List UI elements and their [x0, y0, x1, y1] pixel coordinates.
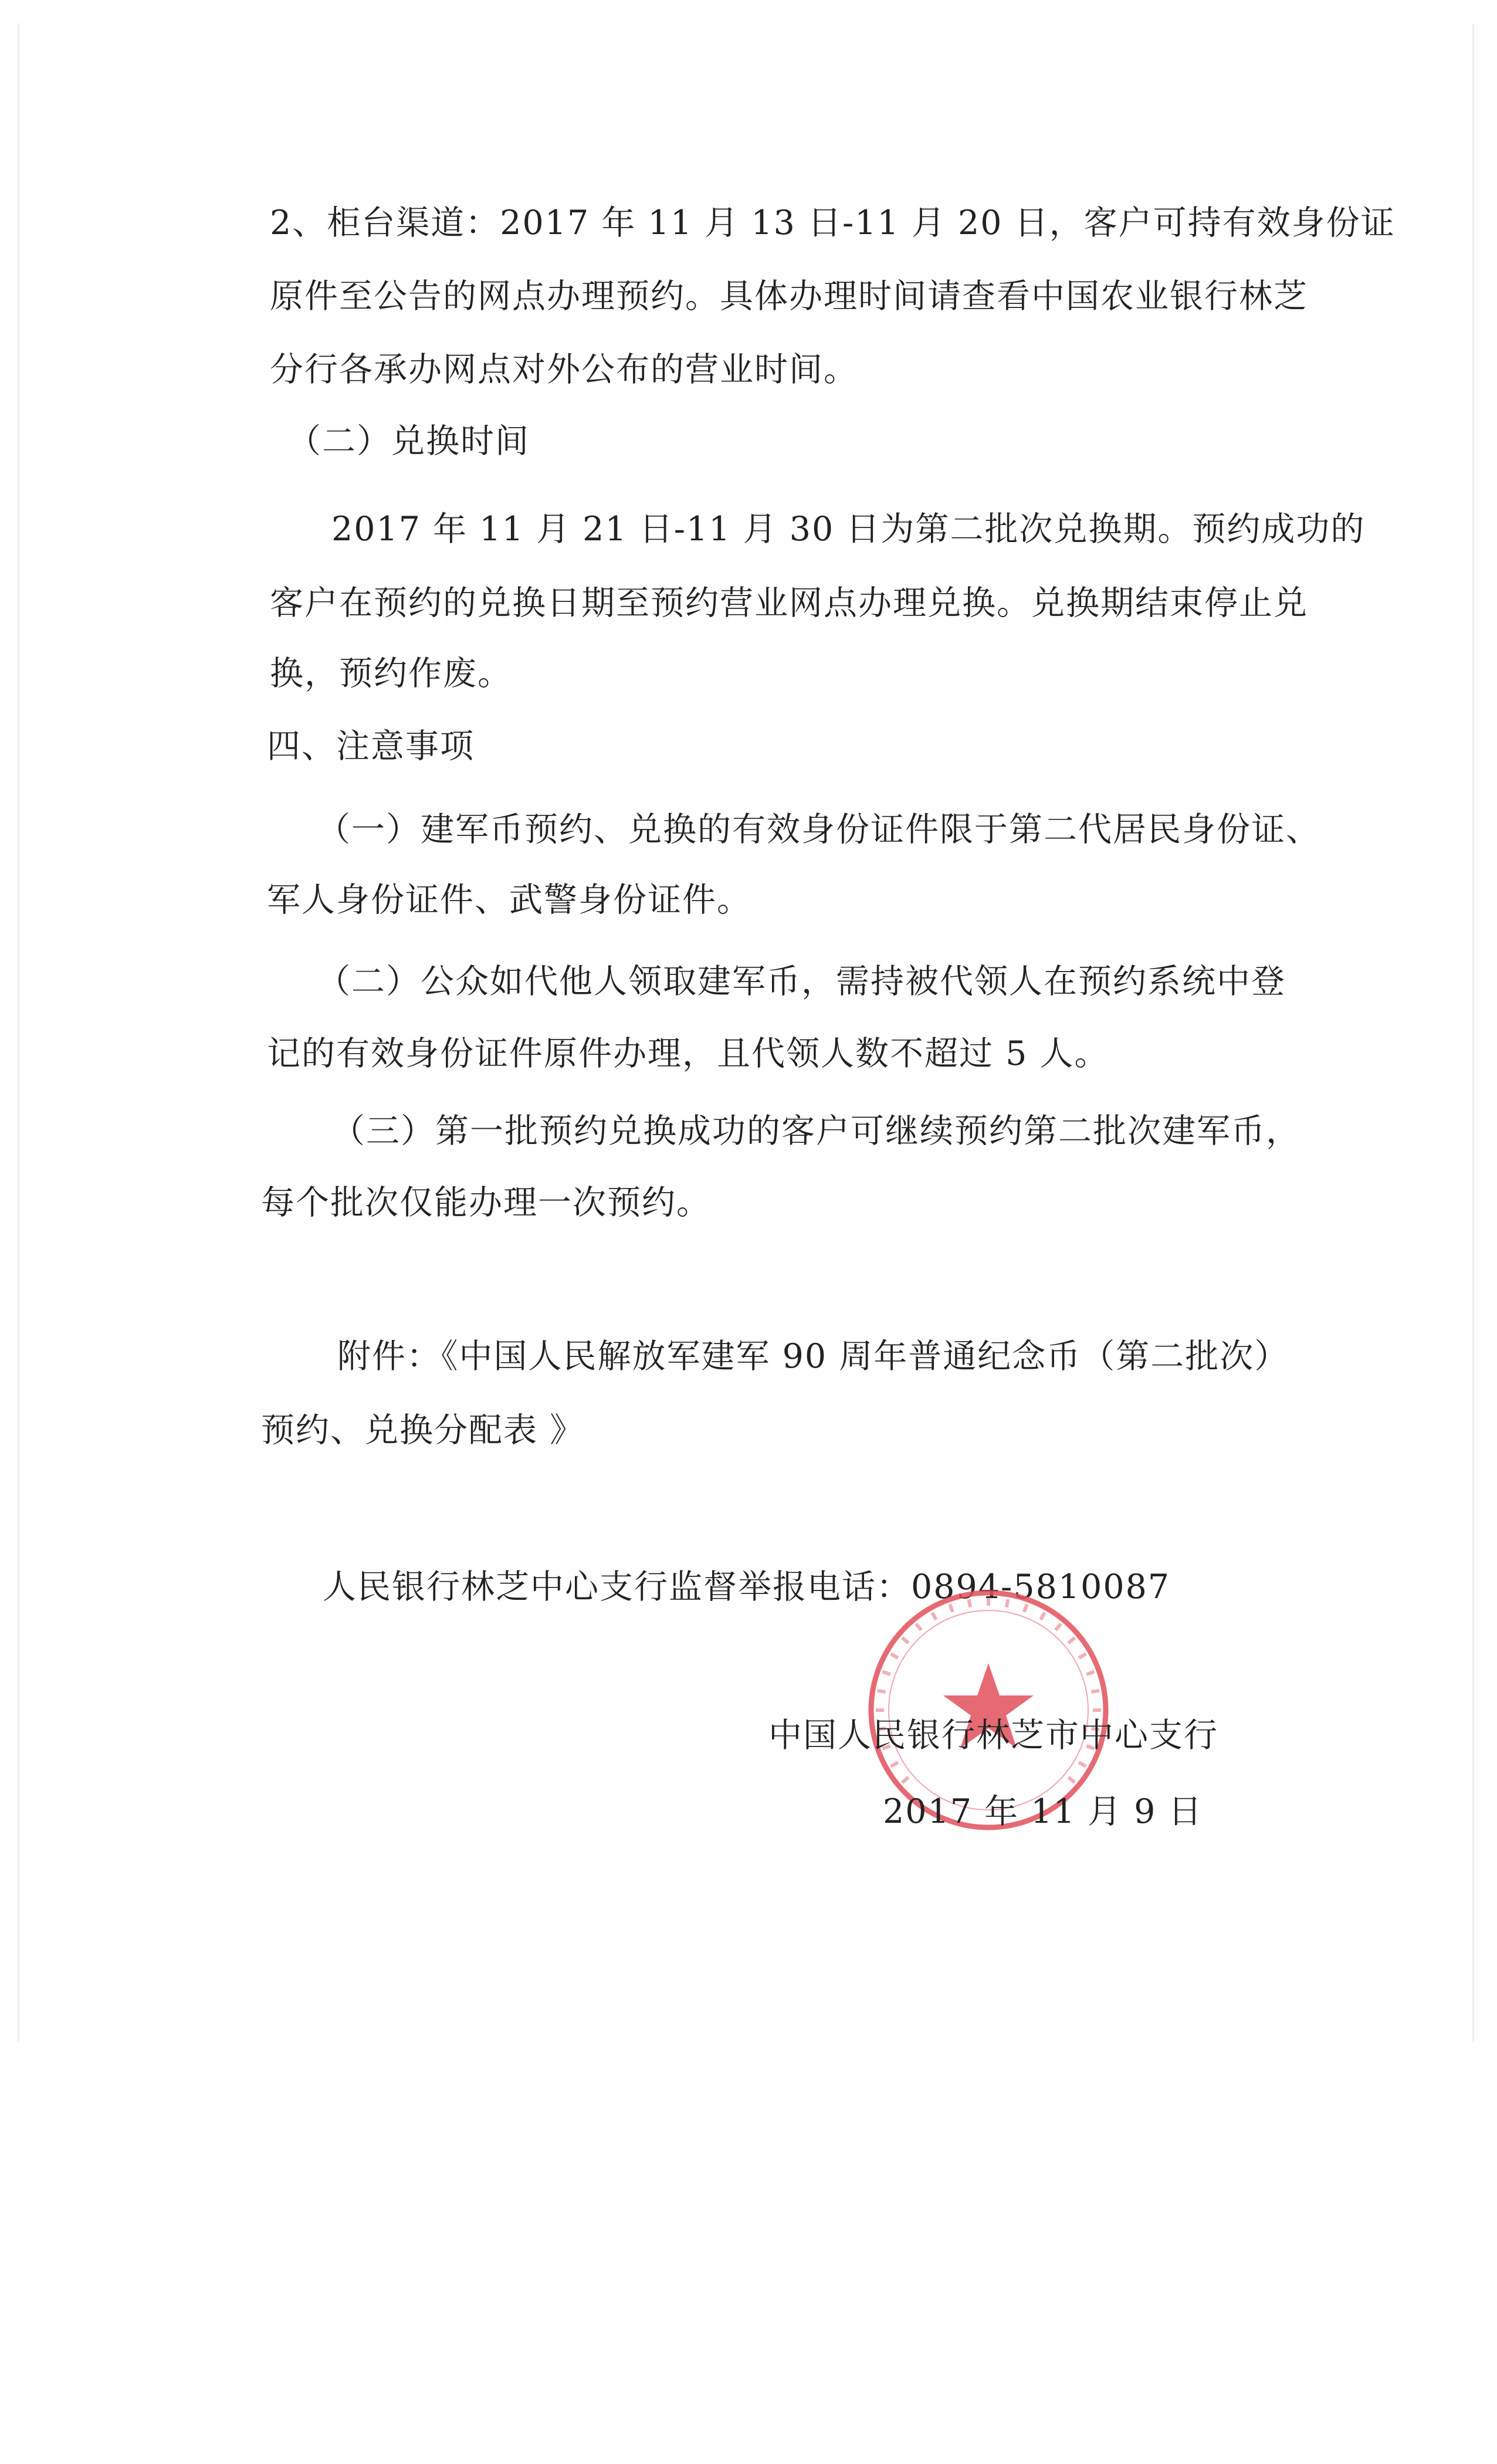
section-heading-notes: 四、注意事项	[267, 727, 475, 766]
signature-date: 2017 年 11 月 9 日	[883, 1792, 1203, 1831]
scan-edge-right	[1472, 23, 1474, 2042]
text-line-3: 分行各承办网点对外公布的营业时间。	[270, 350, 858, 389]
attachment-line-2: 预约、兑换分配表 》	[261, 1411, 585, 1450]
section-heading-exchange-time: （二）兑换时间	[287, 422, 530, 461]
text-line-10: 军人身份证件、武警身份证件。	[267, 881, 751, 919]
text-line-13: （三）第一批预约兑换成功的客户可继续预约第二批次建军币，	[331, 1112, 1300, 1150]
text-line-6: 客户在预约的兑换日期至预约营业网点办理兑换。兑换期结束停止兑	[270, 584, 1308, 622]
text-line-11: （二）公众如代他人领取建军币，需持被代领人在预约系统中登	[317, 962, 1286, 1001]
text-line-12: 记的有效身份证件原件办理，且代领人数不超过 5 人。	[267, 1034, 1109, 1073]
scan-edge-left	[18, 23, 19, 2042]
attachment-line-1: 附件：《中国人民解放军建军 90 周年普通纪念币（第二批次）	[337, 1337, 1289, 1376]
text-line-1: 2、柜台渠道：2017 年 11 月 13 日-11 月 20 日，客户可持有效身份证	[270, 204, 1396, 242]
text-line-9: （一）建军币预约、兑换的有效身份证件限于第二代居民身份证、	[317, 810, 1320, 849]
signature-organization: 中国人民银行林芝市中心支行	[768, 1716, 1218, 1755]
text-line-5: 2017 年 11 月 21 日-11 月 30 日为第二批次兑换期。预约成功的	[331, 510, 1366, 549]
text-line-2: 原件至公告的网点办理预约。具体办理时间请查看中国农业银行林芝	[270, 277, 1308, 316]
hotline-line: 人民银行林芝中心支行监督举报电话：0894-5810087	[323, 1568, 1171, 1606]
text-line-14: 每个批次仅能办理一次预约。	[261, 1183, 711, 1222]
text-line-7: 换，预约作废。	[270, 654, 512, 693]
